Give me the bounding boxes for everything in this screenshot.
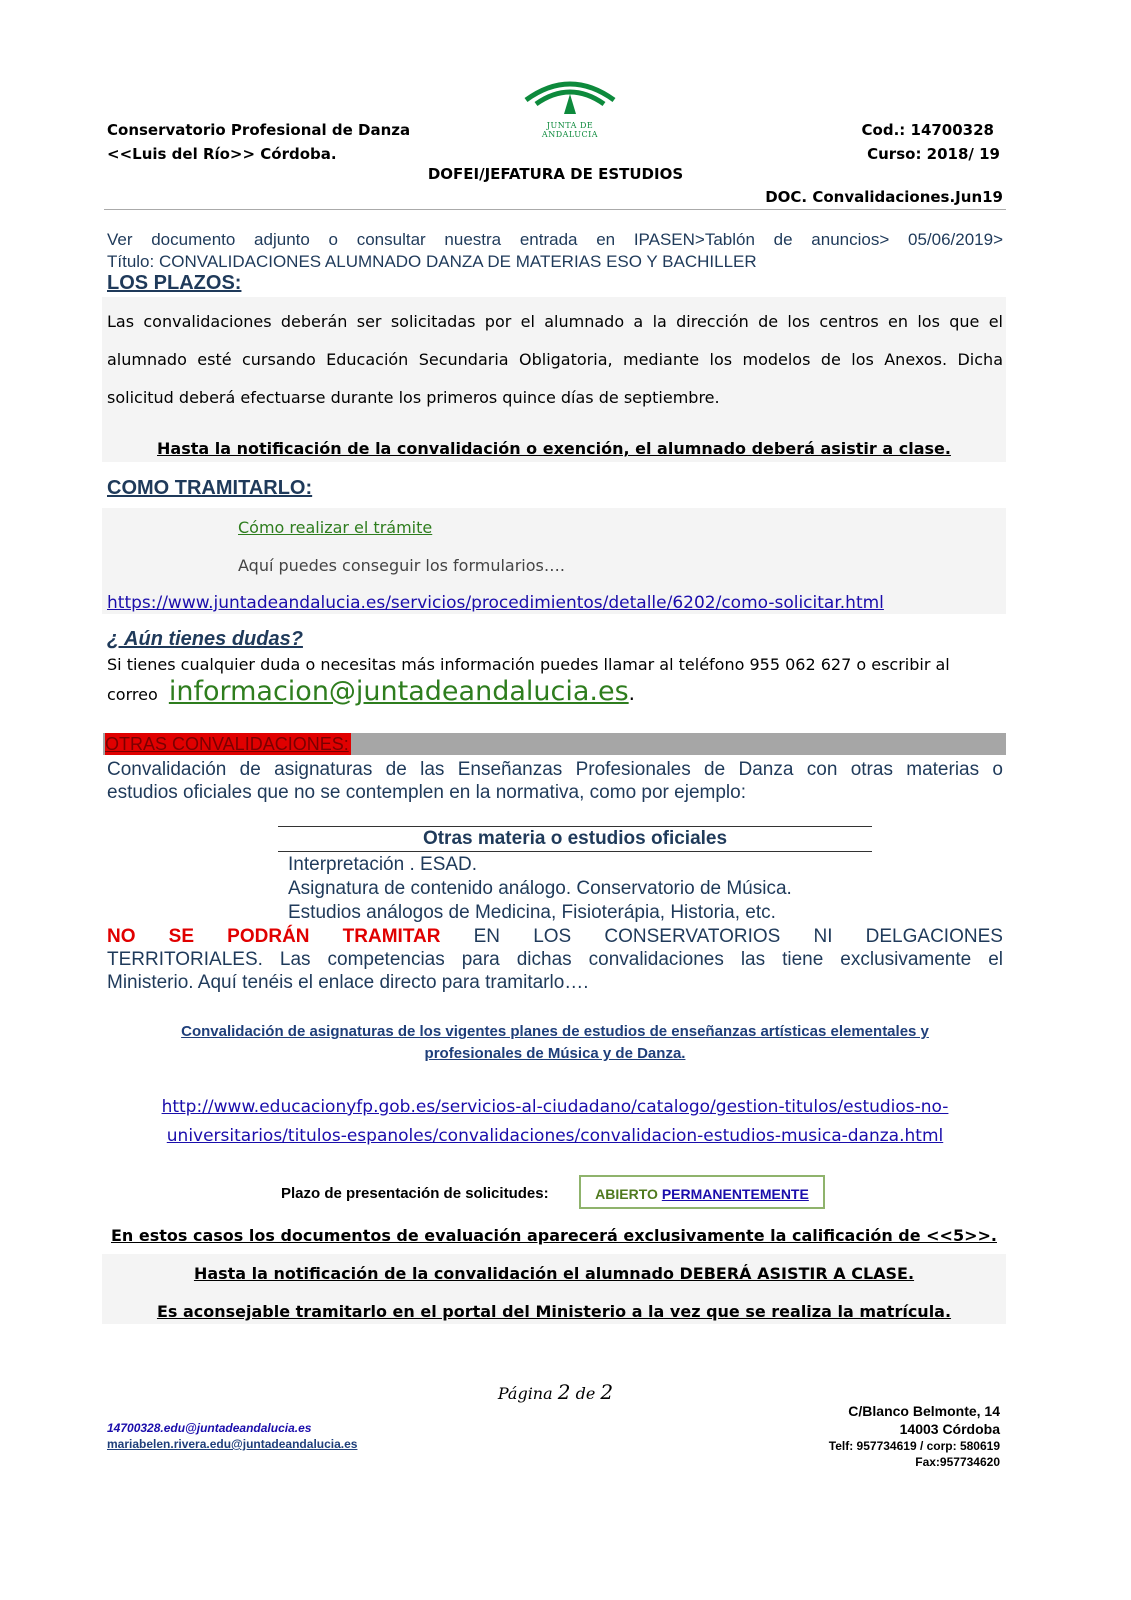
ministry-procedure-link[interactable]: [107, 1021, 1003, 1065]
email-prefix: correo: [107, 685, 158, 704]
studies-table: [278, 826, 872, 925]
table-row: Estudios análogos de Medicina, Fisioterápia, Historia, etc.: [288, 902, 776, 923]
dudas-heading: ¿ Aún tienes dudas?: [107, 628, 303, 650]
page-current: 2: [557, 1380, 571, 1404]
logo: [520, 72, 620, 139]
course: Curso: 2018/ 19: [867, 145, 1000, 163]
address-line-2: 14003 Córdoba: [899, 1421, 1000, 1437]
warning-line-1: [107, 926, 1003, 948]
school-name: [107, 118, 410, 166]
how-to-link[interactable]: Cómo realizar el trámite: [238, 518, 433, 537]
warning-word: NO: [107, 926, 136, 947]
warning-rest-word: EN: [473, 926, 501, 947]
warning-rest-word: DELGACIONES: [865, 926, 1003, 947]
code: Cod.: 14700328: [861, 121, 994, 139]
deadline-status-badge: [579, 1175, 825, 1209]
plazos-line-3: solicitud deberá efectuarse durante los primeros quince días de septiembre.: [107, 388, 720, 407]
header-divider: [104, 209, 1006, 210]
table-header: Otras materia o estudios oficiales: [422, 828, 728, 849]
intro-line-1: Ver documento adjunto o consultar nuestra entrada en IPASEN>Tablón de anuncios> 05/06/2019>: [107, 230, 1003, 249]
tramitar-heading: COMO TRAMITARLO:: [107, 477, 313, 499]
page-of: de: [575, 1384, 596, 1403]
warning-word: TRAMITAR: [342, 926, 441, 947]
deadline-permanent-link[interactable]: PERMANENTEMENTE: [661, 1186, 809, 1202]
junta-logo-icon: [520, 72, 620, 118]
phone: Telf: 957734619 / corp: 580619: [828, 1439, 1000, 1453]
school-code: [800, 118, 1000, 166]
footer-email-2[interactable]: mariabelen.rivera.edu@juntadeandalucia.es: [107, 1437, 358, 1451]
doc-ref: DOC. Convalidaciones.Jun19: [765, 188, 1003, 206]
footer-email-1[interactable]: 14700328.edu@juntadeandalucia.es: [107, 1421, 312, 1435]
footer-address: [700, 1402, 1000, 1470]
warning-line-2: TERRITORIALES. Las competencias para dichas convalidaciones las tiene exclusivamente el: [107, 949, 1003, 970]
dudas-line-1: Si tienes cualquier duda o necesitas más información puedes llamar al teléfono 955 062 627 o escribir al: [107, 655, 950, 674]
table-header-rule: [278, 851, 872, 852]
plazos-line-1: Las convalidaciones deberán ser solicitadas por el alumnado a la dirección de los centros en los que el: [107, 312, 1003, 331]
school-line-2: <<Luis del Río>> Córdoba.: [107, 145, 337, 163]
page-number: [300, 1380, 811, 1404]
department: DOFEI/JEFATURA DE ESTUDIOS: [427, 165, 684, 183]
otras-line-2: estudios oficiales que no se contemplen en la normativa, como por ejemplo:: [107, 782, 746, 803]
ministry-link-line-2: profesionales de Música y de Danza.: [424, 1045, 686, 1062]
warning-word: PODRÁN: [227, 926, 310, 947]
forms-text: Aquí puedes conseguir los formularios….: [238, 556, 565, 575]
page-total: 2: [600, 1380, 614, 1404]
plazos-notice: Hasta la notificación de la convalidación o exención, el alumnado deberá asistir a clase.: [157, 439, 951, 458]
warning-rest-word: NI: [813, 926, 833, 947]
deadline-label: Plazo de presentación de solicitudes:: [281, 1185, 549, 1202]
intro-line-2: Título: CONVALIDACIONES ALUMNADO DANZA DE MATERIAS ESO Y BACHILLER: [107, 252, 757, 271]
page-word: Página: [497, 1384, 553, 1403]
logo-text: JUNTA DE ANDALUCIA: [541, 121, 599, 139]
ministry-url-line-1: http://www.educacionyfp.gob.es/servicios-al-ciudadano/catalogo/gestion-titulos/estudios-no-: [161, 1097, 949, 1117]
email-suffix: .: [628, 681, 636, 705]
note-advice: Es aconsejable tramitarlo en el portal del Ministerio a la vez que se realiza la matrícula.: [156, 1302, 952, 1321]
deadline-open: ABIERTO: [595, 1186, 658, 1202]
fax: Fax:957734620: [915, 1455, 1000, 1469]
school-line-1: Conservatorio Profesional de Danza: [107, 121, 411, 139]
note-grade: En estos casos los documentos de evaluación aparecerá exclusivamente la calificación de <<5>>.: [111, 1226, 997, 1245]
note-attend: Hasta la notificación de la convalidación el alumnado DEBERÁ ASISTIR A CLASE.: [193, 1264, 915, 1283]
address-line-1: C/Blanco Belmonte, 14: [848, 1403, 1000, 1419]
warning-rest-word: LOS: [533, 926, 572, 947]
ministry-url-line-2: universitarios/titulos-espanoles/convalidaciones/convalidacion-estudios-musica-danza.html: [166, 1126, 944, 1146]
warning-line-3: Ministerio. Aquí tenéis el enlace directo para tramitarlo….: [107, 972, 589, 993]
table-row: Asignatura de contenido análogo. Conservatorio de Música.: [288, 878, 792, 899]
otras-heading: OTRAS CONVALIDACIONES:: [105, 734, 349, 754]
ministry-url-link[interactable]: [107, 1093, 1003, 1151]
otras-line-1: Convalidación de asignaturas de las Enseñanzas Profesionales de Danza con otras materias o: [107, 759, 1003, 780]
plazos-line-2: alumnado esté cursando Educación Secundaria Obligatoria, mediante los modelos de los Anexos. Dicha: [107, 350, 1003, 369]
ministry-link-line-1: Convalidación de asignaturas de los vigentes planes de estudios de enseñanzas artísticas elementales y: [181, 1023, 929, 1040]
info-email-link[interactable]: informacion@juntadeandalucia.es: [168, 676, 629, 707]
dudas-line-2: [107, 676, 635, 707]
table-row: Interpretación . ESAD.: [288, 854, 478, 875]
warning-rest-word: CONSERVATORIOS: [604, 926, 781, 947]
plazos-heading: LOS PLAZOS:: [107, 272, 242, 294]
procedure-url-link[interactable]: https://www.juntadeandalucia.es/servicios/procedimientos/detalle/6202/como-solicitar.html: [107, 593, 884, 613]
warning-word: SE: [168, 926, 195, 947]
